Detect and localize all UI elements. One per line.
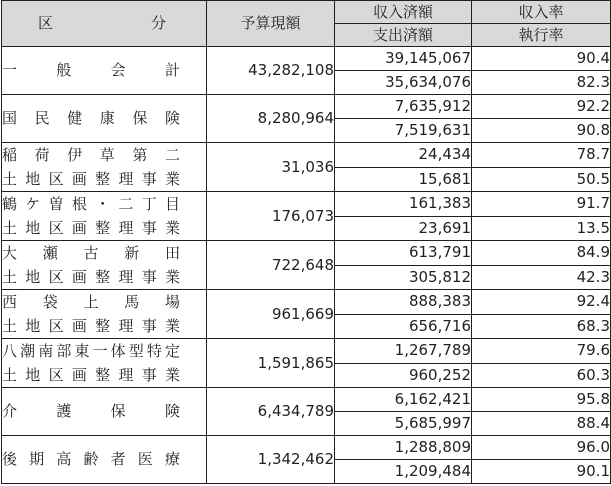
account-name: [2, 241, 207, 290]
execution-rate: 90.8: [472, 119, 611, 143]
expenditure-amount: 960,252: [335, 363, 472, 388]
revenue-rate: 90.4: [472, 47, 611, 71]
revenue-amount: 7,635,912: [335, 95, 472, 119]
account-name-line: 一 般 会 計: [2, 61, 180, 79]
table-row: [2, 436, 611, 460]
revenue-rate: 92.2: [472, 95, 611, 119]
table-row: [2, 143, 611, 168]
account-name-line: 大 瀬 古 新 田: [2, 243, 180, 262]
account-name-line: 鶴 ケ 曽 根 ・ 二 丁 目: [2, 194, 180, 213]
account-name-line: 介 護 保 険: [2, 402, 180, 420]
expenditure-amount: 305,812: [335, 265, 472, 290]
budget-amount: 1,591,865: [207, 339, 335, 388]
budget-amount: 722,648: [207, 241, 335, 290]
revenue-amount: 6,162,421: [335, 388, 472, 412]
execution-rate: 50.5: [472, 167, 611, 192]
revenue-rate-header: 収入率: [472, 1, 611, 24]
revenue-rate: 79.6: [472, 339, 611, 364]
revenue-amount: 161,383: [335, 192, 472, 217]
budget-amount: 31,036: [207, 143, 335, 192]
budget-header: 予算現額: [207, 1, 335, 47]
expenditure-amount: 1,209,484: [335, 460, 472, 484]
revenue-rate: 95.8: [472, 388, 611, 412]
account-name: [2, 290, 207, 339]
table-row: [2, 339, 611, 364]
table-row: [2, 388, 611, 412]
account-name: [2, 143, 207, 192]
account-name-line: 土 地 区 画 整 理 事 業: [2, 218, 180, 237]
table-row: [2, 192, 611, 217]
execution-rate: 60.3: [472, 363, 611, 388]
account-name: [2, 95, 207, 143]
account-name-line: 国 民 健 康 保 険: [2, 109, 180, 127]
category-header-char: 分: [150, 14, 166, 32]
account-name-line: 土 地 区 画 整 理 事 業: [2, 169, 180, 188]
execution-rate-header: 執行率: [472, 24, 611, 47]
account-name: [2, 436, 207, 484]
account-name: [2, 388, 207, 436]
revenue-amount: 888,383: [335, 290, 472, 315]
execution-rate: 90.1: [472, 460, 611, 484]
account-name-line: 稲 荷 伊 草 第 二: [2, 145, 180, 164]
revenue-amount: 613,791: [335, 241, 472, 266]
table-row: [2, 241, 611, 266]
budget-amount: 176,073: [207, 192, 335, 241]
account-name: [2, 47, 207, 95]
table-row: [2, 95, 611, 119]
category-header-char: 区: [38, 14, 54, 32]
table-row: [2, 290, 611, 315]
expenditure-amount: 15,681: [335, 167, 472, 192]
revenue-amount: 39,145,067: [335, 47, 472, 71]
execution-rate: 42.3: [472, 265, 611, 290]
revenue-rate: 78.7: [472, 143, 611, 168]
budget-amount: 1,342,462: [207, 436, 335, 484]
table-body: [2, 47, 611, 484]
revenue-amount: 1,288,809: [335, 436, 472, 460]
execution-rate: 82.3: [472, 71, 611, 95]
account-name-line: 後 期 高 齢 者 医 療: [2, 450, 180, 468]
revenue-amount: 1,267,789: [335, 339, 472, 364]
execution-rate: 68.3: [472, 314, 611, 339]
account-name-line: 八 潮 南 部 東 一 体 型 特 定: [2, 341, 180, 360]
revenue-rate: 96.0: [472, 436, 611, 460]
account-name-line: 西 袋 上 馬 場: [2, 292, 180, 311]
expenditure-amount: 35,634,076: [335, 71, 472, 95]
budget-amount: 6,434,789: [207, 388, 335, 436]
expenditure-amount: 5,685,997: [335, 412, 472, 436]
revenue-header: 収入済額: [335, 1, 472, 24]
table-row: [2, 47, 611, 71]
revenue-rate: 91.7: [472, 192, 611, 217]
account-name: [2, 339, 207, 388]
account-name-line: 土 地 区 画 整 理 事 業: [2, 316, 180, 335]
budget-settlement-table: [1, 0, 611, 484]
revenue-rate: 92.4: [472, 290, 611, 315]
revenue-amount: 24,434: [335, 143, 472, 168]
execution-rate: 13.5: [472, 216, 611, 241]
expenditure-amount: 23,691: [335, 216, 472, 241]
execution-rate: 88.4: [472, 412, 611, 436]
expenditure-header: 支出済額: [335, 24, 472, 47]
account-name-line: 土 地 区 画 整 理 事 業: [2, 267, 180, 286]
budget-amount: 961,669: [207, 290, 335, 339]
account-name: [2, 192, 207, 241]
account-name-line: 土 地 区 画 整 理 事 業: [2, 365, 180, 384]
expenditure-amount: 656,716: [335, 314, 472, 339]
budget-amount: 8,280,964: [207, 95, 335, 143]
budget-amount: 43,282,108: [207, 47, 335, 95]
category-header: [2, 1, 207, 47]
expenditure-amount: 7,519,631: [335, 119, 472, 143]
revenue-rate: 84.9: [472, 241, 611, 266]
